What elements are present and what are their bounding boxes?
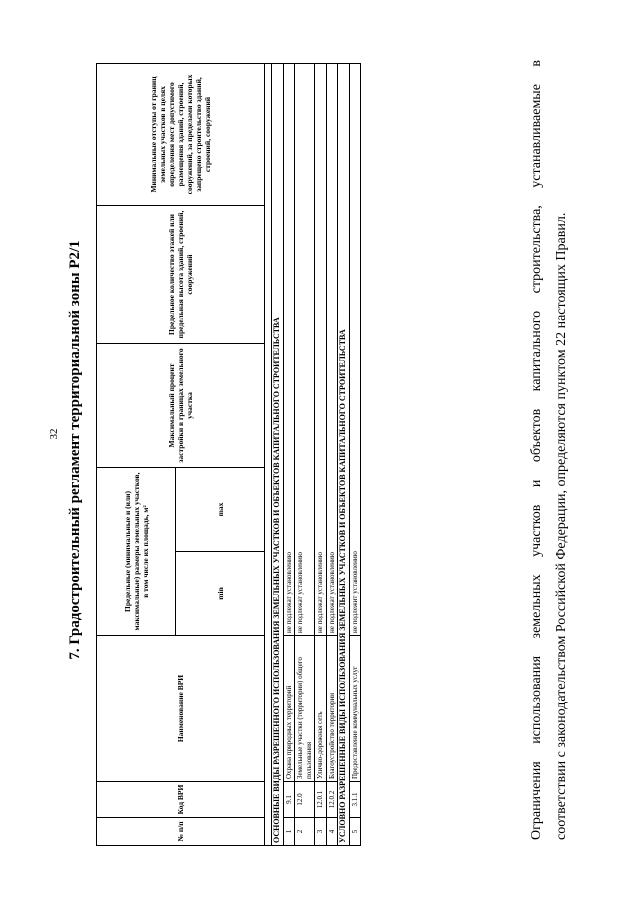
table-header-row: [97, 63, 176, 845]
zone-regulation-table: [96, 63, 361, 846]
row-name: Охрана природных территорий: [283, 636, 295, 782]
table-spacer-row: [265, 63, 272, 845]
header-setback: Минимальные отступы от границ земельных участков в целях определения мест допустимого размещения зданий, строений, сооружений, за пределами которых запрещено строительство зданий, строений, сооружений: [97, 63, 265, 205]
header-name: Наименование ВРИ: [97, 636, 265, 782]
page-number: 32: [48, 428, 60, 440]
header-area-min: min: [176, 552, 265, 636]
row-code: 3.1.1: [349, 782, 361, 818]
row-name: Благоустройство территории: [326, 636, 338, 782]
table-row: [283, 63, 295, 845]
header-area: Предельные (минимальные и (или) максимальные) размеры земельных участков, в том числе их площадь, м²: [97, 467, 176, 635]
section-row-main: [272, 63, 284, 845]
header-num: № п/п: [97, 818, 265, 846]
header-floors: Предельное количество этажей или предельная высота зданий, строений, сооружений: [97, 205, 265, 343]
header-code: Код ВРИ: [97, 782, 265, 818]
table-row: [295, 63, 315, 845]
page-title: 7. Градостроительный регламент территориальной зоны Р2/1: [67, 240, 83, 660]
section-row-conditional: [338, 63, 350, 845]
row-code: 9.1: [283, 782, 295, 818]
row-code: 12.0.2: [326, 782, 338, 818]
row-value: не подлежат установлению: [326, 63, 338, 635]
restrictions-note-line-1: Ограничения использования земельных участков и объектов капитального строительства, устанавливаемые в: [529, 60, 544, 840]
section-conditional-label: УСЛОВНО РАЗРЕШЕННЫЕ ВИДЫ ИСПОЛЬЗОВАНИЯ ЗЕМЕЛЬНЫХ УЧАСТКОВ И ОБЪЕКТОВ КАПИТАЛЬНОГО СТРОИТЕЛЬСТВА: [338, 63, 350, 845]
table-row: [349, 63, 361, 845]
row-value: не подлежит установлению: [349, 63, 361, 635]
row-num: 2: [295, 818, 315, 846]
row-value: не подлежат установлению: [315, 63, 327, 635]
row-name: Улично-дорожная сеть: [315, 636, 327, 782]
row-name: Предоставление коммунальных услуг: [349, 636, 361, 782]
row-value: не подлежат установлению: [283, 63, 295, 635]
restrictions-note-line-2: соответствии с законодательством Российской Федерации, определяются пунктом 22 настоящих Правил.: [554, 212, 569, 840]
row-code: 12.0.1: [315, 782, 327, 818]
header-coverage: Максимальный процент застройки в границах земельного участка: [97, 343, 265, 467]
row-code: 12.0: [295, 782, 315, 818]
row-num: 5: [349, 818, 361, 846]
table-row: [315, 63, 327, 845]
row-num: 1: [283, 818, 295, 846]
row-name: Земельные участки (территории) общего пользования: [295, 636, 315, 782]
row-value: не подлежат установлению: [295, 63, 315, 635]
header-area-max: max: [176, 467, 265, 551]
table-row: [326, 63, 338, 845]
row-num: 3: [315, 818, 327, 846]
section-main-label: ОСНОВНЫЕ ВИДЫ РАЗРЕШЕННОГО ИСПОЛЬЗОВАНИЯ ЗЕМЕЛЬНЫХ УЧАСТКОВ И ОБЪЕКТОВ КАПИТАЛЬНОГО СТРОИТЕЛЬСТВА: [272, 63, 284, 845]
rotated-page-content: [50, 50, 590, 850]
row-num: 4: [326, 818, 338, 846]
